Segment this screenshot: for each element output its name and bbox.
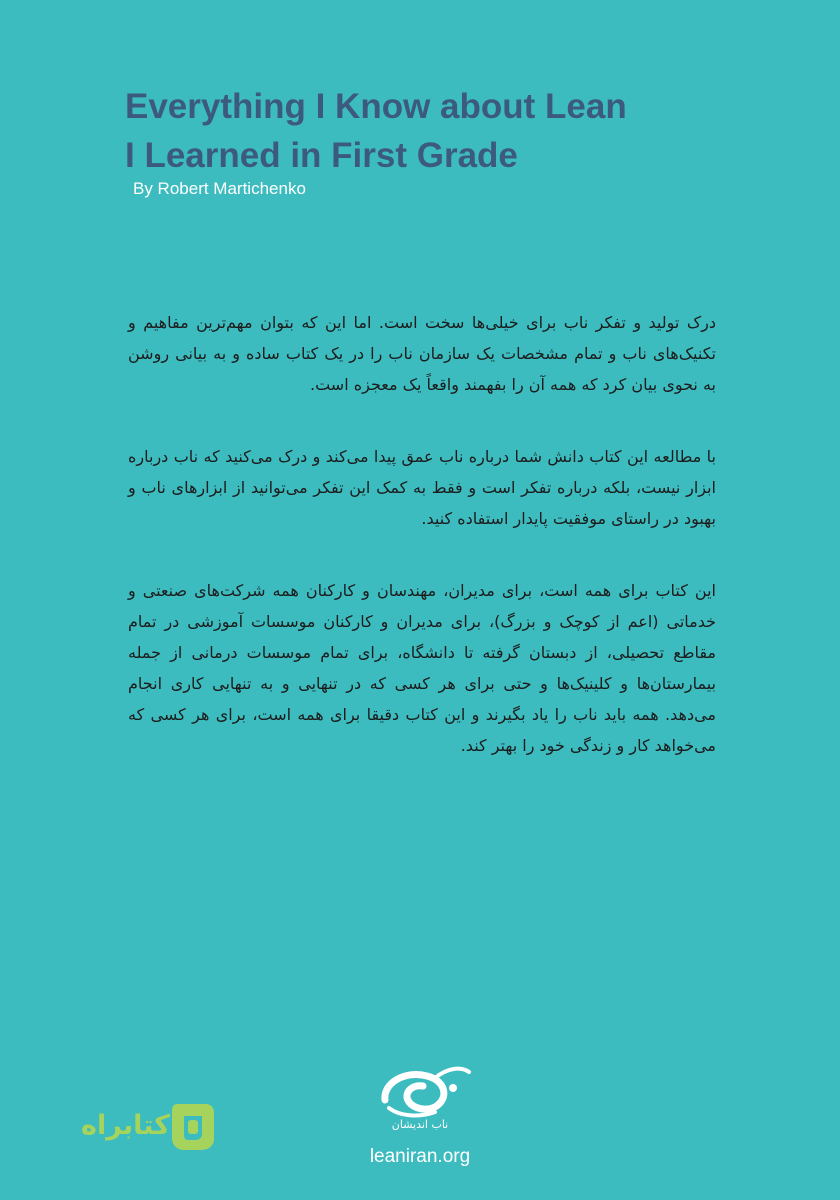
back-cover-blurb: [128, 307, 716, 802]
author-byline: By Robert Martichenko: [133, 179, 306, 198]
book-title: [125, 82, 725, 180]
publisher-block: [340, 1058, 500, 1173]
blurb-paragraph-3: این کتاب برای همه است، برای مدیران، مهندسان و کارکنان همه شرکت‌های صنعتی و خدماتی (اعم از کوچک و بزرگ)، برای مدیران و کارکنان موسسات آموزشی در تمام مقاطع تحصیلی، از دبستان گرفته تا دانشگاه، برای تمام موسسات درمانی از جمله بیمارستان‌ها و کلینیک‌ها و حتی برای هر کسی که در تنهایی و به تنهایی کاری انجام می‌دهد. همه باید ناب را یاد بگیرند و این کتاب دقیقا برای همه است، برای هر کسی که می‌خواهد کار و زندگی خود را بهتر کند.: [128, 581, 716, 755]
store-logo: [42, 1094, 217, 1164]
blurb-paragraph-1: درک تولید و تفکر ناب برای خیلی‌ها سخت است. اما این که بتوان مهم‌ترین مفاهیم و تکنیک‌های ناب و تمام مشخصات یک سازمان ناب را در یک کتاب ساده و به بیانی روشن به نحوی بیان کرد که همه آن را بفهمند واقعاً یک معجزه است.: [128, 313, 716, 394]
book-title-line-2: I Learned in First Grade: [125, 136, 518, 175]
store-logo-text: کتابراه: [81, 1110, 170, 1141]
book-icon: [170, 1100, 216, 1152]
publisher-logo-text: ناب اندیشان: [391, 1118, 449, 1131]
book-title-line-1: Everything I Know about Lean: [125, 87, 627, 126]
publisher-url[interactable]: leaniran.org: [369, 1146, 471, 1167]
blurb-paragraph-2: با مطالعه این کتاب دانش شما درباره ناب عمق پیدا می‌کند و درک می‌کنید که ناب درباره ابزار نیست، بلکه درباره تفکر است و فقط به کمک این تفکر می‌توانید از ابزارهای ناب و بهبود در راستای موفقیت پایدار استفاده کنید.: [128, 447, 716, 528]
